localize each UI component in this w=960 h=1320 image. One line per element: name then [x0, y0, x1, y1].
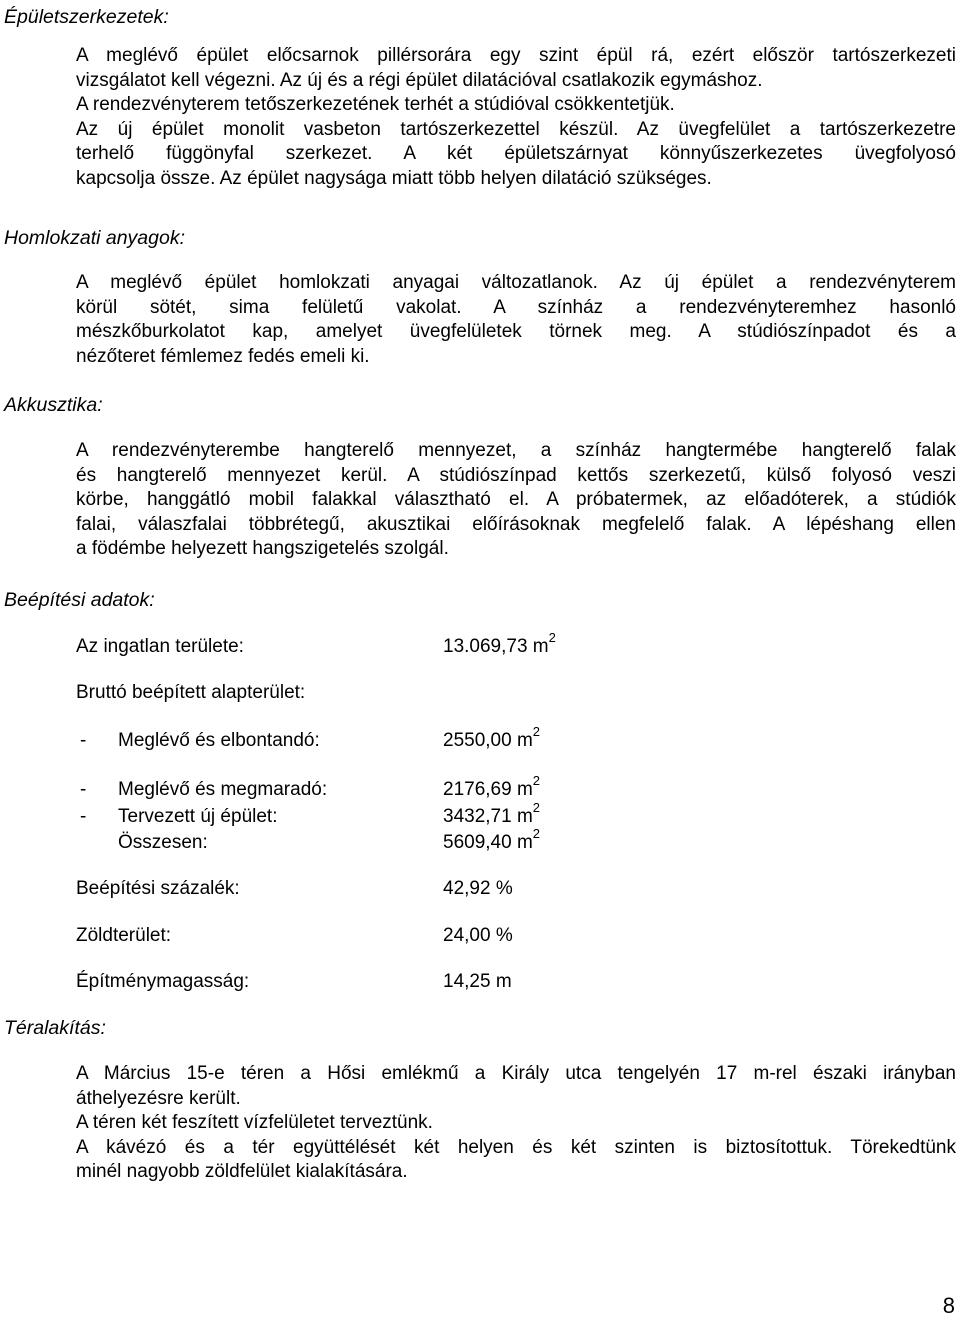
planned-new-value: 3432,71 $m^2$ [443, 800, 541, 827]
total-label: Összesen: [118, 832, 208, 853]
site-area-value: 13.069,73 $m^2$ [443, 630, 556, 657]
text-line: körbe, hanggátló mobil falakkal választható el. A próbatermek, az előadóterek, a stúdiók [76, 489, 956, 510]
page-number: 8 [942, 1293, 955, 1318]
gross-area-label: Bruttó beépített alapterület: [76, 682, 306, 703]
existing-demolish-value: 2550,00 $m^2$ [443, 724, 541, 751]
text-line: Az új épület monolit vasbeton tartószerkezettel készül. Az üvegfelület a tartószerkezetre [76, 118, 956, 140]
section-heading-building-data: Beépítési adatok: [4, 589, 155, 611]
text-line: minél nagyobb zöldfelület kialakítására. [76, 1161, 408, 1182]
section-heading-structure: Épületszerkezetek: [4, 6, 169, 28]
total-value: 5609,40 $m^2$ [443, 826, 541, 853]
text-line: körül sötét, sima felületű vakolat. A színház a rendezvényteremhez hasonló [76, 296, 956, 318]
text-line: falai, válaszfalai többrétegű, akusztikai előírásoknak megfelelő falak. A lépéshang ellen [76, 513, 956, 535]
text-line: A Március 15-e téren a Hősi emlékmű a Király utca tengelyén 17 m-rel északi irányban [76, 1063, 956, 1084]
text-line: mészkőburkolatot kap, amelyet üvegfelületek törnek meg. A stúdiószínpadot és a [76, 321, 956, 342]
section-heading-landscape: Téralakítás: [4, 1017, 106, 1039]
structure-paragraph [76, 44, 956, 191]
section-heading-acoustics: Akkusztika: [4, 394, 103, 416]
text-line: és hangterelő mennyezet kerül. A stúdiószínpad kettős szerkezetű, külső folyosó veszi [76, 464, 956, 486]
existing-remain-value: 2176,69 $m^2$ [443, 773, 541, 800]
height-value: 14,25 m [443, 971, 512, 992]
height-label: Építménymagasság: [76, 971, 250, 992]
text-line: áthelyezésre került. [76, 1087, 241, 1109]
text-line: kapcsolja össze. Az épület nagysága miatt több helyen dilatáció szükséges. [76, 167, 712, 189]
text-line: a födémbe helyezett hangszigetelés szolgál. [76, 538, 449, 559]
section-heading-facade: Homlokzati anyagok: [4, 227, 186, 249]
list-dash: - [80, 806, 87, 827]
green-area-label: Zöldterület: [76, 925, 172, 946]
list-dash: - [80, 779, 87, 800]
site-area-label: Az ingatlan területe: [76, 636, 244, 657]
text-line: A rendezvényterembe hangterelő mennyezet, a színház hangtermébe hangterelő falak [76, 440, 956, 461]
text-line: A meglévő épület homlokzati anyagai változatlanok. Az új épület a rendezvényterem [76, 272, 956, 293]
planned-new-label: Tervezett új épület: [118, 806, 278, 827]
text-line: vizsgálatot kell végezni. Az új és a régi épület dilatációval csatlakozik egymáshoz. [76, 69, 763, 91]
text-line: nézőteret fémlemez fedés emeli ki. [76, 345, 370, 367]
coverage-label: Beépítési százalék: [76, 878, 240, 899]
text-line: A rendezvényterem tetőszerkezetének terhét a stúdióval csökkentetjük. [76, 94, 675, 115]
green-area-value: 24,00 % [443, 925, 513, 946]
existing-remain-label: Meglévő és megmaradó: [118, 779, 328, 800]
list-dash: - [80, 730, 87, 751]
coverage-value: 42,92 % [443, 878, 513, 899]
text-line: terhelő függönyfal szerkezet. A két épületszárnyat könnyűszerkezetes üvegfolyosó [76, 143, 956, 164]
existing-demolish-label: Meglévő és elbontandó: [118, 730, 320, 751]
facade-paragraph [76, 271, 956, 369]
landscape-paragraph [76, 1062, 956, 1185]
text-line: A téren két feszített vízfelületet terveztünk. [76, 1112, 433, 1133]
text-line: A kávézó és a tér együttélését két helyen és két szinten is biztosítottuk. Törekedtünk [76, 1136, 956, 1158]
text-line: A meglévő épület előcsarnok pillérsorára egy szint épül rá, ezért először tartószerkezeti [76, 45, 956, 66]
acoustics-paragraph [76, 439, 956, 562]
